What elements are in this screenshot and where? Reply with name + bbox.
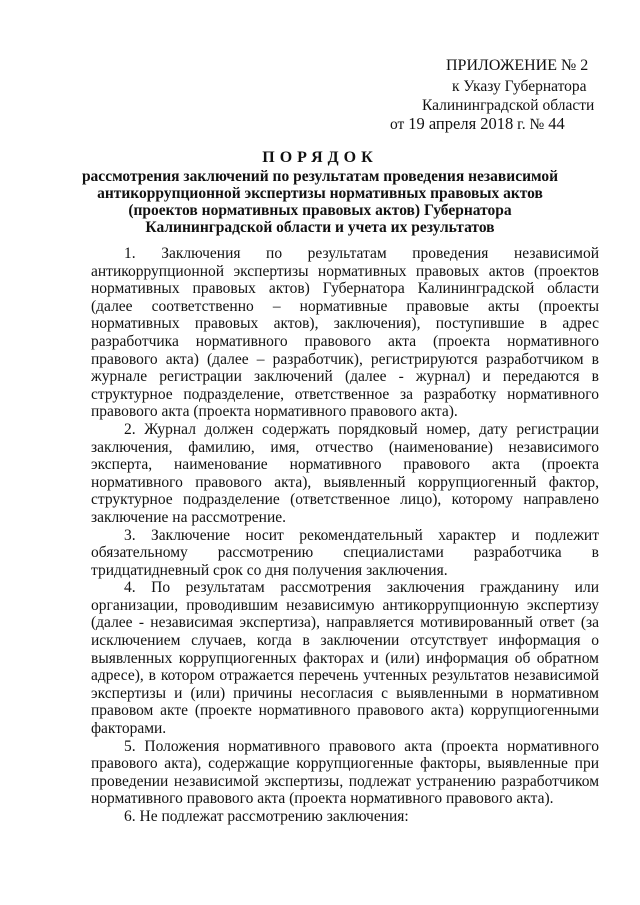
date-suffix: г. №	[517, 116, 545, 133]
document-body	[91, 245, 599, 826]
decree-number: 44	[548, 114, 565, 133]
paragraph-1: 1. Заключения по результатам проведения независимой антикоррупционной экспертизы нормативных правовых актов (проектов нормативных правовых актов) Губернатора Калининградской области (далее соответственно – нормативные правовые акты (проекты нормативных правовых актов), заключения), поступившие в адрес разработчика нормативного правового акта (проекта нормативного правового акта) (далее – разработчик), регистрируются разработчиком в журнале регистрации заключений (далее - журнал) и передаются в структурное подразделение, ответственное за разработку нормативного правового акта (проекта нормативного правового акта).	[91, 245, 599, 421]
region-label: Калининградской области	[422, 97, 595, 114]
paragraph-6: 6. Не подлежат рассмотрению заключения:	[124, 808, 409, 825]
date-prefix: от	[390, 116, 405, 133]
paragraph-2: 2. Журнал должен содержать порядковый номер, дату регистрации заключения, фамилию, имя, отчество (наименование) независимого эксперта, наименование нормативного правового акта (проекта нормативного правового акта), выявленный коррупциогенный фактор, структурное подразделение (ответственное лицо), которому направлено заключение на рассмотрение.	[91, 420, 599, 526]
title-line: рассмотрения заключений по результатам проведения независимой	[81, 168, 559, 185]
paragraph-3: 3. Заключение носит рекомендательный характер и подлежит обязательному рассмотрению специалистами разработчика в тридцатидневный срок со дня получения заключения.	[91, 526, 599, 579]
decree-reference: к Указу Губернатора	[452, 78, 587, 95]
date-number-line	[390, 115, 565, 134]
title-line: Калининградской области и учета их результатов	[145, 219, 495, 236]
paragraph-4: 4. По результатам рассмотрения заключения гражданину или организации, проводившим независимую антикоррупционную экспертизу (далее - независимая экспертиза), направляется мотивированный ответ (за исключением случаев, когда в заключении отсутствует информация о выявленных коррупциогенных факторах и (или) информация об обратном адресе), в котором отражается перечень учтенных результатов независимой экспертизы и (или) причины несогласия с выявленными в нормативном правовом акте (проекте нормативного правового акта) коррупциогенными факторами.	[91, 579, 599, 738]
title-line: (проектов нормативных правовых актов) Губернатора	[128, 202, 512, 219]
date-value: 19 апреля 2018	[408, 114, 514, 133]
document-heading: ПОРЯДОК	[262, 149, 378, 166]
paragraph-5: 5. Положения нормативного правового акта (проекта нормативного правового акта), содержащие коррупциогенные факторы, выявленные при проведении независимой экспертизы, подлежат устранению разработчиком нормативного правового акта (проекта нормативного правового акта).	[91, 737, 599, 808]
appendix-label: ПРИЛОЖЕНИЕ № 2	[446, 57, 589, 74]
title-line: антикоррупционной экспертизы нормативных правовых актов	[97, 185, 543, 202]
